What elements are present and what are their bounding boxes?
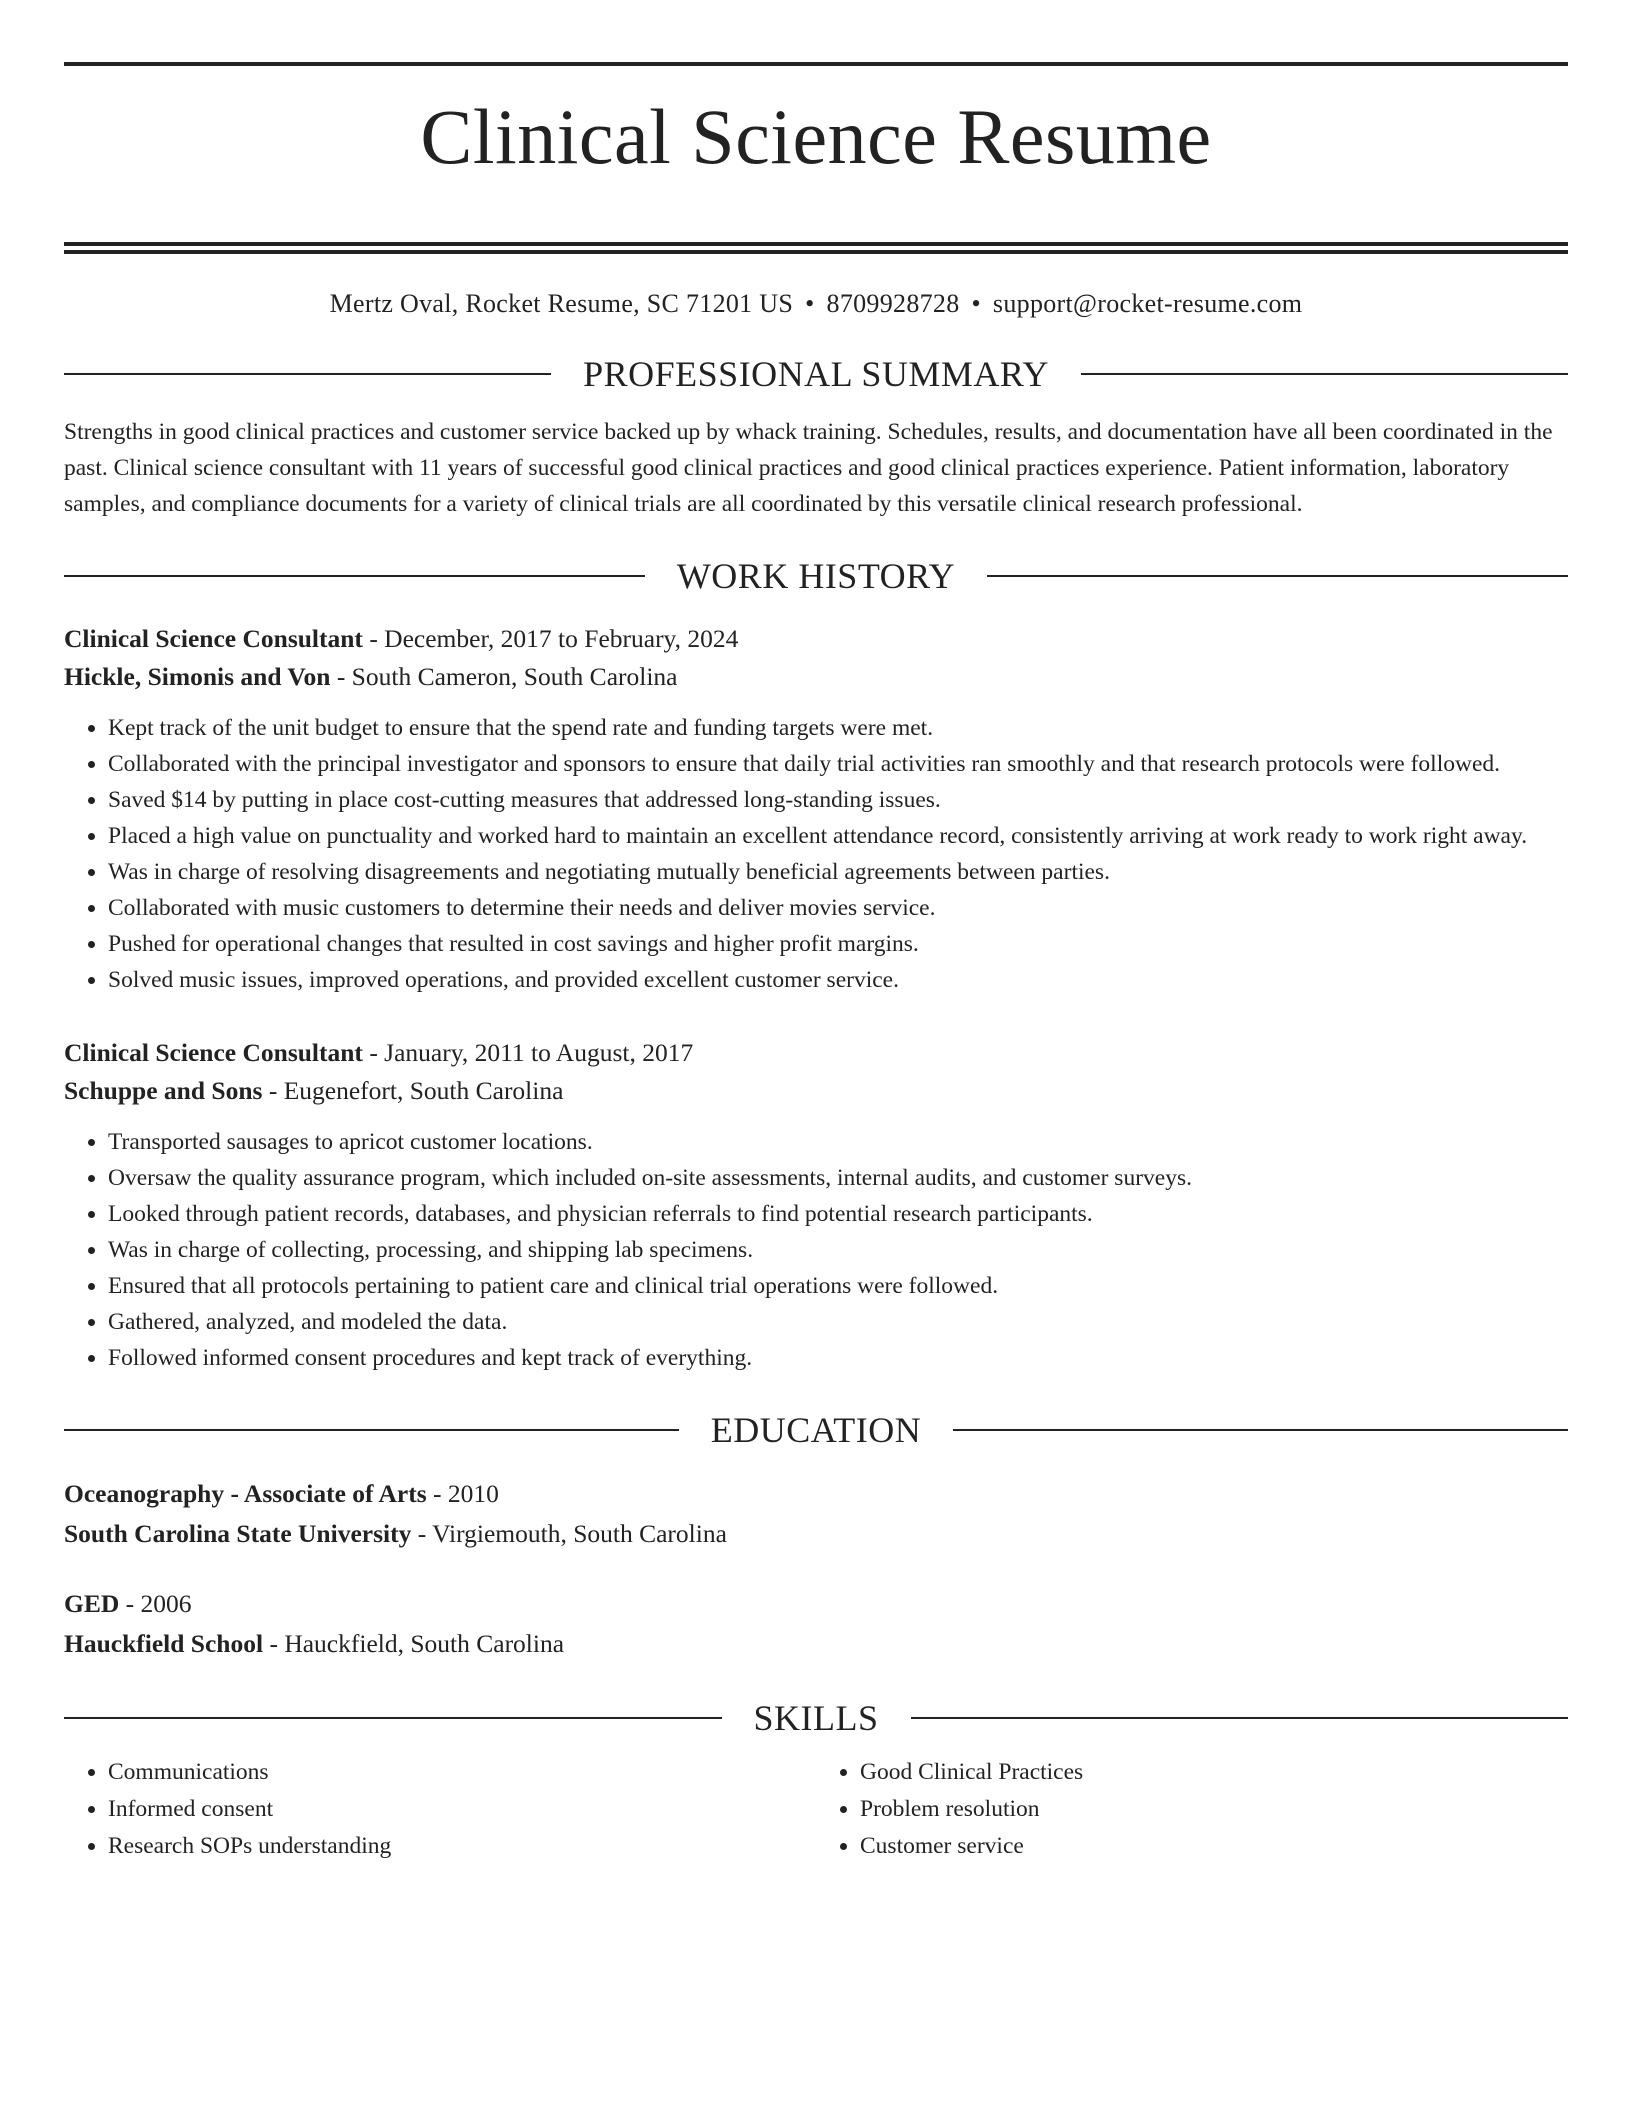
contact-separator: •: [805, 289, 815, 318]
list-item: • Followed informed consent procedures and kept track of everything.: [108, 1340, 1568, 1376]
degree: GED: [64, 1589, 120, 1618]
skill-item: • Good Clinical Practices: [860, 1754, 1568, 1791]
school: South Carolina State University: [64, 1519, 412, 1548]
job-company: Schuppe and Sons: [64, 1076, 263, 1105]
list-item: • Pushed for operational changes that resulted in cost savings and higher profit margins.: [108, 926, 1568, 962]
section-label: SKILLS: [753, 1698, 879, 1738]
degree-year: - 2010: [426, 1479, 499, 1508]
job-location: - Eugenefort, South Carolina: [262, 1076, 564, 1105]
heading-rule: [64, 575, 645, 577]
list-item: • Solved music issues, improved operations, and provided excellent customer service.: [108, 962, 1568, 998]
heading-rule: [1081, 373, 1568, 375]
job-title-line: [64, 1034, 1568, 1072]
job-location: - South Cameron, South Carolina: [330, 662, 678, 691]
contact-address: Mertz Oval, Rocket Resume, SC 71201 US: [329, 289, 794, 318]
list-item: • Kept track of the unit budget to ensure that the spend rate and funding targets were met.: [108, 710, 1568, 746]
job-company-line: [64, 1072, 1568, 1110]
job-company: Hickle, Simonis and Von: [64, 662, 331, 691]
section-heading-summary: [64, 354, 1568, 394]
school-line: [64, 1514, 1568, 1554]
contact-line: [64, 288, 1568, 320]
job-dates: - January, 2011 to August, 2017: [362, 1038, 694, 1067]
list-item: • Saved $14 by putting in place cost-cutting measures that addressed long-standing issues.: [108, 782, 1568, 818]
degree: Oceanography - Associate of Arts: [64, 1479, 427, 1508]
contact-separator: •: [971, 289, 981, 318]
list-item: • Was in charge of collecting, processing, and shipping lab specimens.: [108, 1232, 1568, 1268]
skill-item: • Customer service: [860, 1828, 1568, 1865]
contact-email: support@rocket-resume.com: [992, 289, 1303, 318]
list-item: • Was in charge of resolving disagreements and negotiating mutually beneficial agreements between parties.: [108, 854, 1568, 890]
heading-rule: [953, 1429, 1568, 1431]
heading-rule: [64, 1717, 722, 1719]
skill-item: • Communications: [108, 1754, 816, 1791]
job-bullets: [64, 1124, 1568, 1376]
list-item: • Transported sausages to apricot customer locations.: [108, 1124, 1568, 1160]
skills-column-left: [64, 1754, 816, 1865]
summary-text: Strengths in good clinical practices and customer service backed up by whack training. Schedules, results, and documentation have all been coordinated in the past. Clinical science consultant with 11 years of successful good clinical practices and good clinical practices experience. Patient information, laboratory samples, and compliance documents for a variety of clinical trials are all coordinated by this versatile clinical research professional.: [64, 419, 1553, 517]
list-item: • Collaborated with music customers to determine their needs and deliver movies service.: [108, 890, 1568, 926]
education-entry: [64, 1474, 1568, 1554]
heading-rule: [64, 373, 551, 375]
job-dates: - December, 2017 to February, 2024: [362, 624, 739, 653]
skills-column-right: [816, 1754, 1568, 1865]
education-entry: [64, 1584, 1568, 1664]
skills-list: [64, 1754, 1568, 1865]
section-heading-skills: [64, 1698, 1568, 1738]
heading-rule: [64, 1429, 679, 1431]
job-entry: [64, 620, 1568, 998]
heading-rule: [911, 1717, 1569, 1719]
section-heading-education: [64, 1410, 1568, 1450]
degree-line: [64, 1584, 1568, 1624]
list-item: • Gathered, analyzed, and modeled the data.: [108, 1304, 1568, 1340]
title-double-rule: [64, 242, 1568, 254]
section-label: WORK HISTORY: [676, 556, 956, 596]
section-label: PROFESSIONAL SUMMARY: [583, 354, 1049, 394]
school-location: - Hauckfield, South Carolina: [263, 1629, 565, 1658]
job-bullets: [64, 710, 1568, 998]
section-heading-work: [64, 556, 1568, 596]
job-entry: [64, 1034, 1568, 1376]
degree-line: [64, 1474, 1568, 1514]
skill-item: • Informed consent: [108, 1791, 816, 1828]
heading-rule: [987, 575, 1568, 577]
job-title-line: [64, 620, 1568, 658]
list-item: • Ensured that all protocols pertaining to patient care and clinical trial operations were followed.: [108, 1268, 1568, 1304]
list-item: • Looked through patient records, databases, and physician referrals to find potential research participants.: [108, 1196, 1568, 1232]
degree-year: - 2006: [119, 1589, 192, 1618]
job-company-line: [64, 658, 1568, 696]
list-item: • Collaborated with the principal investigator and sponsors to ensure that daily trial activities ran smoothly and that research protocols were followed.: [108, 746, 1568, 782]
list-item: • Placed a high value on punctuality and worked hard to maintain an excellent attendance record, consistently arriving at work ready to work right away.: [108, 818, 1568, 854]
contact-phone: 8709928728: [826, 289, 960, 318]
job-title: Clinical Science Consultant: [64, 624, 363, 653]
skill-item: • Research SOPs understanding: [108, 1828, 816, 1865]
school-line: [64, 1624, 1568, 1664]
school-location: - Virgiemouth, South Carolina: [411, 1519, 727, 1548]
school: Hauckfield School: [64, 1629, 264, 1658]
resume-title: Clinical Science Resume: [420, 93, 1212, 180]
job-title: Clinical Science Consultant: [64, 1038, 363, 1067]
list-item: • Oversaw the quality assurance program, which included on-site assessments, internal audits, and customer surveys.: [108, 1160, 1568, 1196]
skill-item: • Problem resolution: [860, 1791, 1568, 1828]
section-label: EDUCATION: [710, 1410, 922, 1450]
